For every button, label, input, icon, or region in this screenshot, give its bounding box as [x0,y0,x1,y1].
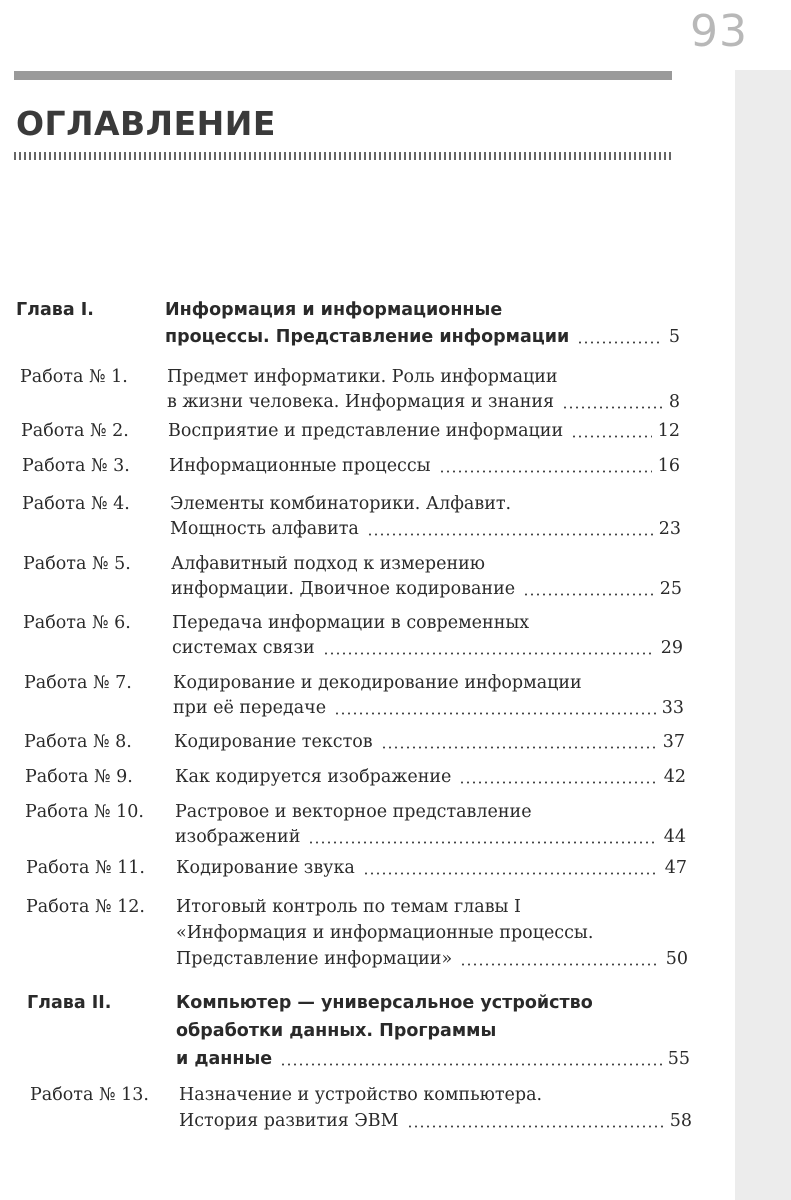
entry-title-line: «Информация и информационные процессы. [176,923,594,943]
entry-title-line: системах связи [172,638,315,658]
work-number: Работа № 10. [25,802,144,822]
leader-dots [523,577,654,601]
page-ref: 12 [657,421,680,441]
entry-title-line: Предмет информатики. Роль информации [167,367,558,387]
page-ref: 37 [662,732,685,752]
page-ref: 23 [658,519,681,539]
leader-dots [562,390,663,414]
work-number: Работа № 2. [21,421,129,441]
leader-dots [439,454,652,478]
entry-title-line: Алфавитный подход к измерению [171,554,486,574]
leader-dots [334,696,656,720]
work-number: Работа № 9. [25,767,133,787]
entry-title-line: Итоговый контроль по темам главы I [176,897,521,917]
page-ref: 33 [661,698,684,718]
chapter-number: Глава I. [16,300,94,320]
entry-title-line: Растровое и векторное представление [175,802,532,822]
chapter-title-line: обработки данных. Программы [176,1021,497,1041]
entry-title-line: Восприятие и представление информации [168,421,564,441]
page-title: ОГЛАВЛЕНИЕ [16,104,276,143]
entry-title-line: Назначение и устройство компьютера. [179,1085,543,1105]
entry-title-line: История развития ЭВМ [179,1111,399,1131]
page-ref: 58 [669,1111,692,1131]
page-number: 93 [690,6,748,57]
page-ref: 44 [663,827,686,847]
work-number: Работа № 13. [30,1085,149,1105]
page-ref: 8 [668,392,680,412]
page-ref: 50 [665,949,688,969]
page-ref: 42 [663,767,686,787]
leader-dots [459,765,658,789]
leader-dots [577,325,663,349]
entry-title-line: Передача информации в современных [172,613,530,633]
entry-title-line: при её передаче [173,698,327,718]
work-number: Работа № 1. [20,367,128,387]
leader-dots [323,636,655,660]
entry-title-line: Как кодируется изображение [175,767,452,787]
leader-dots [571,419,652,443]
entry-title-line: Кодирование текстов [174,732,373,752]
page-ref: 55 [667,1049,690,1069]
work-number: Работа № 7. [24,673,132,693]
work-number: Работа № 3. [22,456,130,476]
work-number: Работа № 8. [24,732,132,752]
page-ref: 16 [657,456,680,476]
top-rule [14,71,672,80]
leader-dots [367,517,653,541]
heading-underline [14,152,672,160]
leader-dots [407,1109,664,1133]
leader-dots [460,947,660,971]
entry-title-line: Кодирование звука [176,858,355,878]
chapter-title-line: Информация и информационные [165,300,503,320]
entry-title-line: информации. Двоичное кодирование [171,579,516,599]
entry-title-line: Представление информации» [176,949,453,969]
leader-dots [308,825,658,849]
entry-title-line: изображений [175,827,301,847]
leader-dots [363,856,659,880]
entry-title-line: Кодирование и декодирование информации [173,673,582,693]
entry-title-line: Мощность алфавита [170,519,359,539]
page-ref: 5 [668,327,680,347]
work-number: Работа № 5. [23,554,131,574]
chapter-number: Глава II. [27,993,112,1013]
work-number: Работа № 12. [26,897,145,917]
page-edge-shadow [735,70,791,1200]
page-ref: 25 [659,579,682,599]
entry-title-line: в жизни человека. Информация и знания [167,392,555,412]
entry-title-line: Элементы комбинаторики. Алфавит. [170,494,512,514]
chapter-title-line: процессы. Представление информации [165,327,570,347]
chapter-title-line: Компьютер — универсальное устройство [176,993,593,1013]
work-number: Работа № 6. [23,613,131,633]
leader-dots [280,1047,662,1071]
page-ref: 29 [660,638,683,658]
page-ref: 47 [664,858,687,878]
entry-title-line: Информационные процессы [169,456,431,476]
work-number: Работа № 4. [22,494,130,514]
leader-dots [381,730,657,754]
work-number: Работа № 11. [26,858,145,878]
chapter-title-line: и данные [176,1049,273,1069]
